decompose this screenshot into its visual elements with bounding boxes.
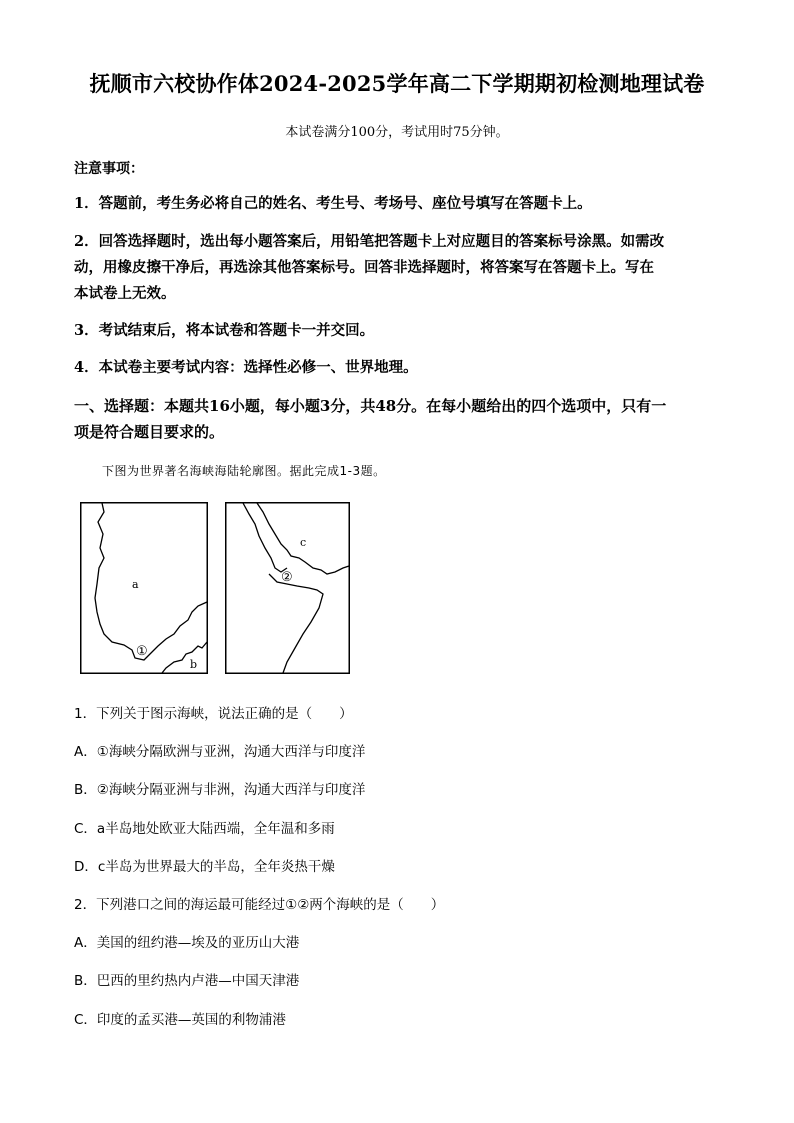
map-label-strait-1: ① <box>136 644 148 659</box>
section-heading-line-2: 项是符合题目要求的。 <box>74 423 225 441</box>
question-2-option-a: A．美国的纽约港—埃及的亚历山大港 <box>74 935 300 951</box>
map-strait-2 <box>225 502 350 674</box>
question-2-option-c: C．印度的孟买港—英国的利物浦港 <box>74 1012 286 1028</box>
notice-item-2-line-2: 动，用橡皮擦干净后，再选涂其他答案标号。回答非选择题时，将答案写在答题卡上。写在 <box>74 259 654 276</box>
exam-subtitle: 本试卷满分100分，考试用时75分钟。 <box>285 125 509 140</box>
notice-heading: 注意事项： <box>74 161 144 177</box>
notice-item-2-line-3: 本试卷上无效。 <box>74 285 176 302</box>
map-strait-2-outline <box>225 502 350 674</box>
question-1-option-b: B．②海峡分隔亚洲与非洲，沟通大西洋与印度洋 <box>74 782 366 798</box>
page-title: 抚顺市六校协作体2024-2025学年高二下学期期初检测地理试卷 <box>89 71 705 96</box>
question-2-option-b: B．巴西的里约热内卢港—中国天津港 <box>74 973 300 989</box>
notice-item-2-line-1: 2．回答选择题时，选出每小题答案后，用铅笔把答题卡上对应题目的答案标号涂黑。如需改 <box>74 233 665 250</box>
section-heading-line-1: 一、选择题：本题共16小题，每小题3分，共48分。在每小题给出的四个选项中，只有一 <box>74 397 667 415</box>
question-1-option-d: D．c半岛为世界最大的半岛，全年炎热干燥 <box>74 859 335 875</box>
question-1-option-a: A．①海峡分隔欧洲与亚洲，沟通大西洋与印度洋 <box>74 744 366 760</box>
map-label-strait-2: ② <box>281 570 293 585</box>
map-strait-1 <box>80 502 208 674</box>
question-1-option-c: C．a半岛地处欧亚大陆西端，全年温和多雨 <box>74 821 335 837</box>
figure-intro: 下图为世界著名海峡海陆轮廓图。据此完成1-3题。 <box>102 464 386 478</box>
question-2-stem: 2．下列港口之间的海运最可能经过①②两个海峡的是（ ） <box>74 897 445 913</box>
map-label-c: c <box>300 536 307 549</box>
question-1-stem: 1．下列关于图示海峡，说法正确的是（ ） <box>74 706 353 722</box>
map-label-b: b <box>190 658 198 671</box>
notice-item-3: 3．考试结束后，将本试卷和答题卡一并交回。 <box>74 322 375 339</box>
map-label-a: a <box>132 578 139 591</box>
notice-item-4: 4．本试卷主要考试内容：选择性必修一、世界地理。 <box>74 359 418 376</box>
notice-item-1: 1．答题前，考生务必将自己的姓名、考生号、考场号、座位号填写在答题卡上。 <box>74 195 592 212</box>
